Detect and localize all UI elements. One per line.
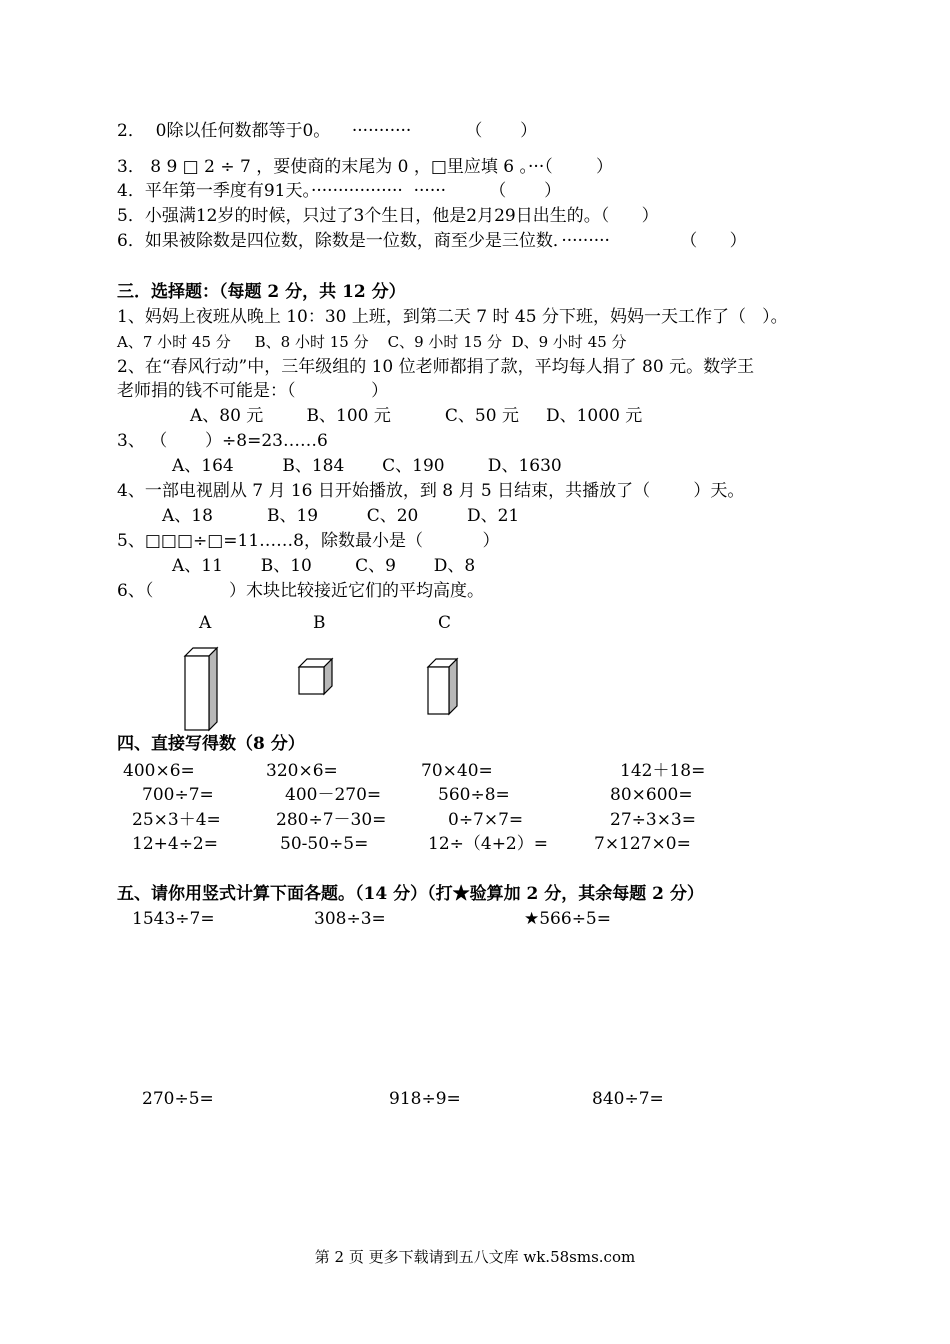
direct-r4c4: 7×127×0= — [594, 834, 691, 854]
judge-item-5: 5．小强满12岁的时候，只过了3个生日，他是2月29日出生的。（ ） — [117, 206, 659, 226]
choice-q2-line2: 老师捐的钱不可能是：（ ） — [117, 381, 389, 401]
block-label-b: B — [313, 613, 326, 633]
block-c-figure — [426, 657, 460, 717]
direct-r4c1: 12+4÷2= — [132, 834, 218, 854]
choice-q1: 1、妈妈上夜班从晚上 10：30 上班，到第二天 7 时 45 分下班，妈妈一天工作了（ ）。 — [117, 307, 788, 327]
direct-r2c4: 80×600= — [610, 785, 693, 805]
direct-r3c2: 280÷7－30= — [276, 810, 387, 830]
direct-r1c2: 320×6= — [266, 761, 338, 781]
direct-r3c1: 25×3＋4= — [132, 810, 221, 830]
direct-r2c3: 560÷8= — [438, 785, 510, 805]
section-heading-vertical: 五、请你用竖式计算下面各题。（14 分）（打★验算加 2 分，其余每题 2 分） — [117, 884, 704, 904]
block-a-figure — [180, 644, 220, 734]
vertical-r2c3: 840÷7= — [592, 1089, 664, 1109]
direct-r1c4: 142＋18= — [620, 761, 706, 781]
vertical-r1c2: 308÷3= — [314, 909, 386, 929]
section-heading-choice: 三．选择题：（每题 2 分，共 12 分） — [117, 282, 406, 302]
choice-q2-options: A、80 元 B、100 元 C、50 元 D、1000 元 — [190, 406, 643, 426]
choice-q5-options: A、11 B、10 C、9 D、8 — [172, 556, 476, 576]
choice-q3-options: A、164 B、184 C、190 D、1630 — [172, 456, 562, 476]
direct-r4c2: 50-50÷5= — [280, 834, 369, 854]
direct-r2c1: 700÷7= — [142, 785, 214, 805]
direct-r3c4: 27÷3×3= — [610, 810, 696, 830]
direct-r2c2: 400－270= — [285, 785, 382, 805]
choice-q2-line1: 2、在“春风行动”中，三年级组的 10 位老师都捐了款，平均每人捐了 80 元。数学王 — [117, 357, 755, 377]
vertical-r2c1: 270÷5= — [142, 1089, 214, 1109]
judge-item-2: 2． 0除以任何数都等于0。 ··········· （ ） — [117, 121, 538, 141]
section-heading-direct: 四、直接写得数（8 分） — [117, 734, 305, 754]
choice-q6: 6、（ ）木块比较接近它们的平均高度。 — [117, 581, 484, 601]
block-label-c: C — [438, 613, 452, 633]
direct-r3c3: 0÷7×7= — [448, 810, 524, 830]
choice-q4: 4、一部电视剧从 7 月 16 日开始播放，到 8 月 5 日结束，共播放了（ ）天。 — [117, 481, 745, 501]
vertical-r1c1: 1543÷7= — [132, 909, 215, 929]
direct-r1c1: 400×6= — [123, 761, 195, 781]
direct-r4c3: 12÷（4+2）= — [428, 834, 548, 854]
choice-q1-options: A、7 小时 45 分 B、8 小时 15 分 C、9 小时 15 分 D、9 小时 45 分 — [117, 333, 627, 351]
judge-item-4: 4．平年第一季度有91天。················· ······ （ ） — [117, 181, 562, 201]
choice-q3: 3、 （ ）÷8=23……6 — [117, 431, 328, 451]
direct-r1c3: 70×40= — [421, 761, 493, 781]
block-b-figure — [296, 657, 336, 697]
choice-q5: 5、□□□÷□=11……8，除数最小是（ ） — [117, 531, 500, 551]
choice-q4-options: A、18 B、19 C、20 D、21 — [162, 506, 520, 526]
page-footer: 第 2 页 更多下载请到五八文库 wk.58sms.com — [314, 1248, 636, 1266]
judge-item-3: 3． 8 9 □ 2 ÷ 7 ，要使商的末尾为 0 ，□里应填 6 。···（ ） — [117, 157, 613, 177]
judge-item-6: 6．如果被除数是四位数，除数是一位数，商至少是三位数．········· （ ） — [117, 231, 747, 251]
vertical-r1c3: ★566÷5= — [524, 909, 611, 929]
block-label-a: A — [199, 613, 212, 633]
vertical-r2c2: 918÷9= — [389, 1089, 461, 1109]
